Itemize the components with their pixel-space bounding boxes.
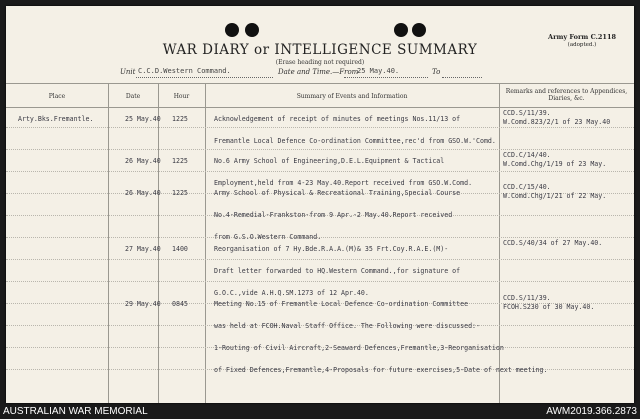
col-header-date: Date	[125, 93, 141, 100]
entry-remark: W.Comd.Chg/1/19 of 23 May.	[503, 160, 607, 168]
entry-summary-line: No.6 Army School of Engineering,D.E.L.Equipment & Tactical	[214, 157, 445, 165]
entry-hour: 1225	[172, 157, 188, 165]
date-from-value: 25 May.40.	[357, 67, 400, 75]
caption-left: AUSTRALIAN WAR MEMORIAL	[3, 406, 148, 417]
entry-date: 25 May.40	[125, 115, 161, 123]
entry-summary-line: G.O.C.,vide A.H.Q.SM.1273 of 12 Apr.40.	[214, 289, 369, 297]
caption-right: AWM2019.366.2873	[546, 406, 637, 417]
entry-date: 26 May.40	[125, 189, 161, 197]
entry-hour: 1400	[172, 245, 188, 253]
entry-summary-line: Fremantle Local Defence Co-ordination Committee,rec'd from GSO.W.'Comd.	[214, 137, 496, 145]
entry-date: 29 May.40	[125, 300, 161, 308]
col-header-remarks: Remarks and references to Appendices, Diaries, &c.	[505, 88, 628, 102]
entry-hour: 1225	[172, 189, 188, 197]
date-to-label: To	[432, 68, 441, 76]
col-header-summary: Summary of Events and Information	[296, 93, 408, 100]
entry-summary-line: No.4-Remedial-Frankston-from 9 Apr.-2 May.40.Report received	[214, 211, 453, 219]
entry-remark: W.Comd.823/2/1 of 23 May.40	[503, 118, 611, 126]
punch-hole-icon	[394, 23, 408, 37]
entry-place: Arty.Bks.Fremantle.	[18, 115, 94, 123]
entry-summary-line: Draft letter forwarded to HQ.Western Command.,for signature of	[214, 267, 461, 275]
army-form-number	[548, 33, 616, 49]
caption-bar	[0, 405, 640, 419]
punch-hole-icon	[245, 23, 259, 37]
col-header-hour: Hour	[173, 93, 190, 100]
entry-date: 27 May.40	[125, 245, 161, 253]
entry-remark: CCD.S/40/34 of 27 May.40.	[503, 239, 603, 247]
unit-label: Unit	[120, 68, 136, 76]
entry-remark: CCD.S/11/39.	[503, 294, 551, 302]
form-subtitle: (Erase heading not required)	[275, 59, 365, 66]
date-time-label: Date and Time.—From	[278, 68, 359, 76]
war-diary-sheet	[6, 6, 634, 403]
entry-summary-line: Army School of Physical & Recreational Training,Special Course	[214, 189, 461, 197]
army-form-label: Army Form C.2118	[548, 33, 616, 41]
entry-summary-line: 1-Routing of Civil Aircraft,2-Seaward Defences,Fremantle,3-Reorganisation	[214, 344, 504, 352]
unit-value: C.C.D.Western Command.	[138, 67, 231, 75]
entry-hour: 0845	[172, 300, 188, 308]
entry-remark: CCD.C/14/40.	[503, 151, 551, 159]
entry-summary-line: of Fixed Defences,Fremantle,4-Proposals for future exercises,5-Date of next meeting.	[214, 366, 548, 374]
entry-summary-line: Employment,held from 4-23 May.40.Report received from GSO.W.Comd.	[214, 179, 473, 187]
punch-hole-icon	[225, 23, 239, 37]
adopted-label: (adopted.)	[567, 42, 597, 48]
entry-remark: CCD.C/15/40.	[503, 183, 551, 191]
entry-date: 26 May.40	[125, 157, 161, 165]
col-header-place: Place	[48, 93, 66, 100]
form-title: WAR DIARY or INTELLIGENCE SUMMARY	[162, 42, 478, 58]
entry-summary-line: from G.S.O.Western Command.	[214, 233, 322, 241]
entry-summary-line: Reorganisation of 7 Hy.Bde.R.A.A.(M)& 35 Frt.Coy.R.A.E.(M)-	[214, 245, 449, 253]
entry-summary-line: Meeting No.15 of Fremantle Local Defence Co-ordination Committee	[214, 300, 469, 308]
punch-hole-icon	[412, 23, 426, 37]
entry-summary-line: Acknowledgement of receipt of minutes of meetings Nos.11/13 of	[214, 115, 461, 123]
entry-remark: FCOH.S230 of 30 May.40.	[503, 303, 595, 311]
entry-hour: 1225	[172, 115, 188, 123]
entry-remark: W.Comd.Chg/1/21 of 22 May.	[503, 192, 607, 200]
entry-remark: CCD.S/11/39.	[503, 109, 551, 117]
entry-summary-line: was held at FCOH.Naval Staff Office. The Following were discussed:-	[214, 322, 480, 330]
